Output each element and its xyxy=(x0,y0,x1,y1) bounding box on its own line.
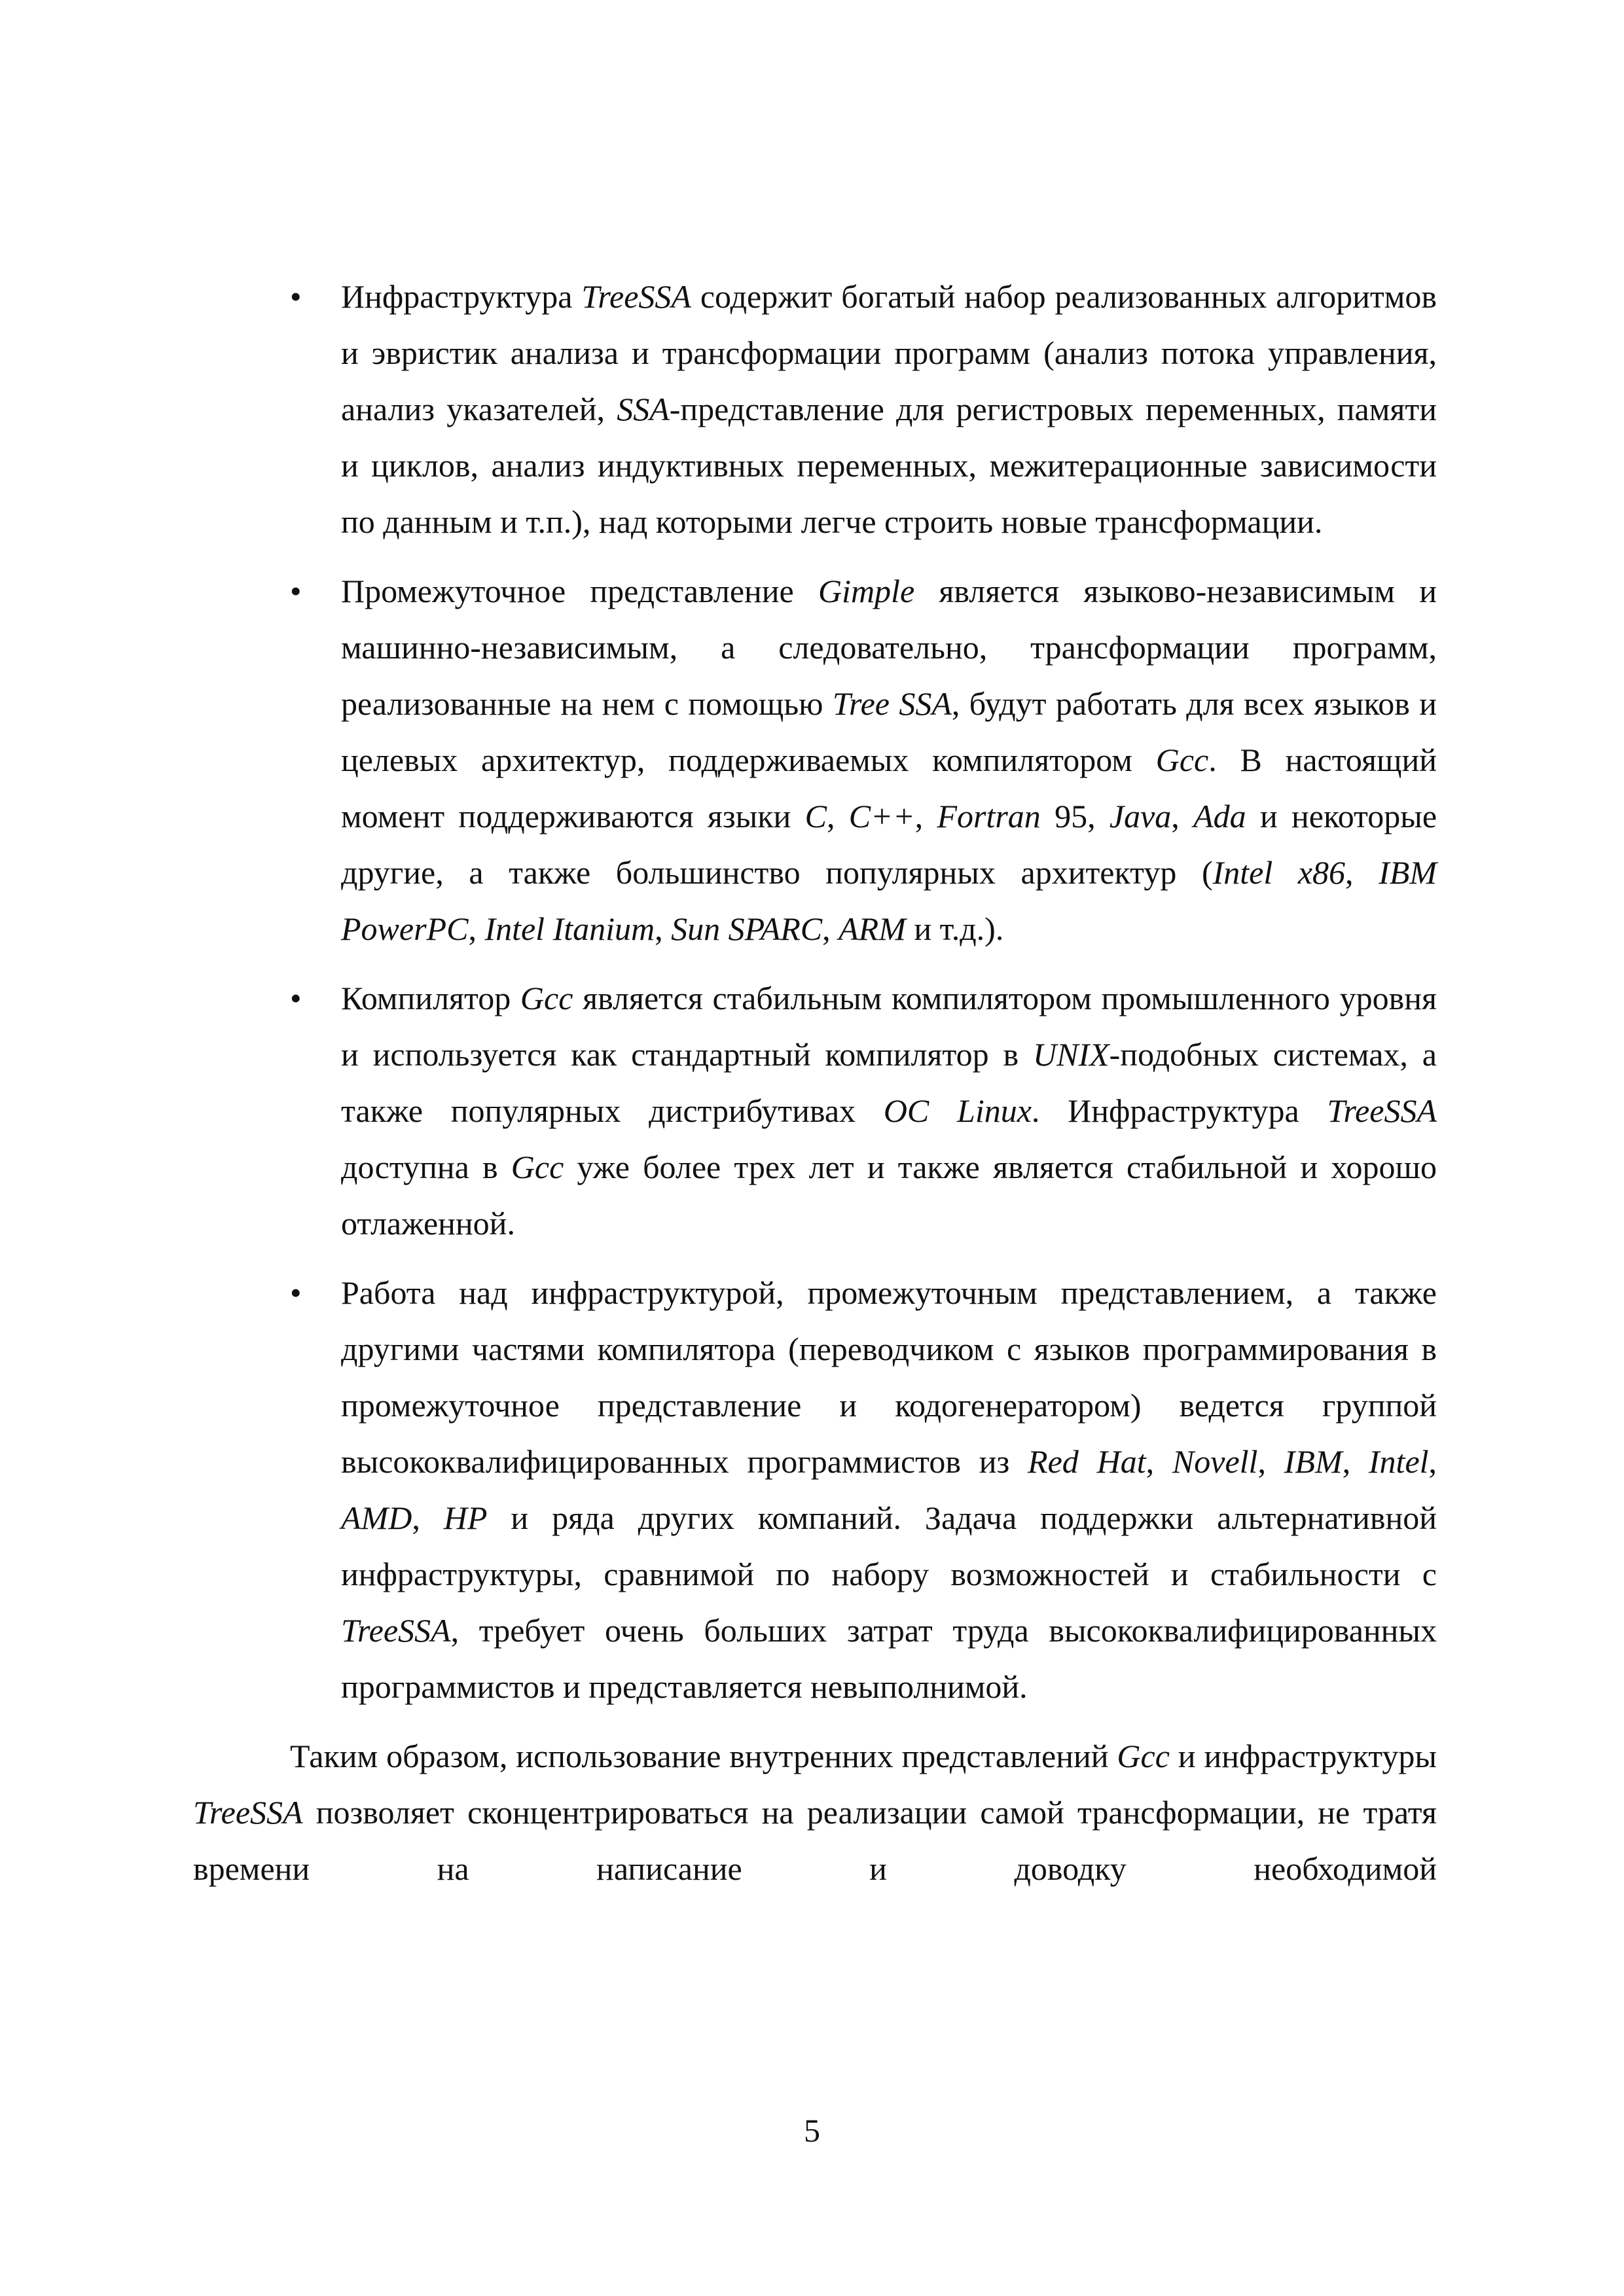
list-item xyxy=(193,1265,1437,1715)
list-item xyxy=(193,268,1437,550)
italic-term: TreeSSA xyxy=(341,1612,451,1649)
text-run: . Инфраструктура xyxy=(1031,1092,1327,1129)
italic-term: TreeSSA xyxy=(1327,1092,1437,1129)
text-run: , xyxy=(822,910,839,947)
text-run: , xyxy=(1428,1443,1437,1480)
italic-term: Intel Itanium xyxy=(484,910,655,947)
italic-term: IBM PowerPC xyxy=(341,854,1437,947)
italic-term: IBM xyxy=(1284,1443,1343,1480)
italic-term: ARM xyxy=(839,910,906,947)
italic-term: Intel xyxy=(1368,1443,1429,1480)
text-run: и т.д.). xyxy=(905,910,1004,947)
italic-term: Gcc xyxy=(1155,742,1209,778)
italic-term: HP xyxy=(443,1499,488,1536)
text-run: , будут работать для всех языков и целевых архитектур, поддерживаемых компилятором xyxy=(341,685,1437,778)
bullet-list xyxy=(193,268,1437,1715)
text-run: , xyxy=(655,910,672,947)
text-run: . В настоящий момент поддерживаются языки xyxy=(341,742,1437,834)
italic-term: TreeSSA xyxy=(581,278,691,315)
text-run: , xyxy=(468,910,485,947)
text-run: , xyxy=(1171,798,1194,834)
text-run: является языково-независимым и машинно-независимым, а следовательно, трансформации программ, реализованные на нем с помощью xyxy=(341,573,1437,722)
text-run: и некоторые другие, а также большинство популярных архитектур ( xyxy=(341,798,1437,891)
italic-term: Gimple xyxy=(818,573,915,609)
text-run: -подобных системах, а также популярных дистрибутивах xyxy=(341,1036,1437,1129)
bullet-text xyxy=(341,268,1437,550)
text-run: , требует очень больших затрат труда высококвалифицированных программистов и представляется невыполнимой. xyxy=(341,1612,1437,1705)
text-run: доступна в xyxy=(341,1149,511,1185)
italic-term: Tree SSA xyxy=(832,685,952,722)
text-run: является стабильным компилятором промышленного уровня и используется как стандартный компилятор в xyxy=(341,980,1437,1073)
page-body xyxy=(193,268,1437,1897)
text-run: Таким образом, использование внутренних представлений xyxy=(290,1738,1117,1774)
text-run: позволяет сконцентрироваться на реализации самой трансформации, не тратя времени на написание и доводку необходимой xyxy=(193,1794,1437,1887)
italic-term: SSA xyxy=(617,391,670,427)
bullet-icon: • xyxy=(290,1274,302,1311)
text-run: , xyxy=(1342,1443,1369,1480)
bullet-text xyxy=(341,563,1437,957)
text-run: содержит богатый набор реализованных алгоритмов и эвристик анализа и трансформации программ (анализ потока управления, анализ указателей, xyxy=(341,278,1437,427)
text-run: 95, xyxy=(1040,798,1110,834)
text-run: Работа над инфраструктурой, промежуточным представлением, а также другими частями компилятора (переводчиком с языков программирования в промежуточное представление и кодогенератором) ведется группой высококвалифицированных программистов из xyxy=(341,1274,1437,1480)
italic-term: Sun SPARC xyxy=(671,910,823,947)
bullet-text xyxy=(341,1265,1437,1715)
conclusion-paragraph xyxy=(193,1728,1437,1897)
italic-term: Ada xyxy=(1193,798,1246,834)
text-run: , xyxy=(1146,1443,1172,1480)
italic-term: Java xyxy=(1109,798,1172,834)
italic-term: Gcc xyxy=(520,980,573,1016)
italic-term: TreeSSA xyxy=(193,1794,303,1831)
list-item xyxy=(193,563,1437,957)
text-run: , xyxy=(914,798,937,834)
text-run: -представление для регистровых переменных, памяти и циклов, анализ индуктивных переменных, межитерационные зависимости по данным и т.п.), над которыми легче строить новые трансформации. xyxy=(341,391,1437,540)
italic-term: Intel x86 xyxy=(1212,854,1346,891)
italic-term: UNIX xyxy=(1033,1036,1110,1073)
text-run: Компилятор xyxy=(341,980,520,1016)
italic-term: Gcc xyxy=(1117,1738,1170,1774)
page-number: 5 xyxy=(804,2112,820,2149)
text-run: , xyxy=(826,798,849,834)
text-run: , xyxy=(412,1499,444,1536)
list-item xyxy=(193,970,1437,1251)
italic-term: C xyxy=(804,798,827,834)
italic-term: Fortran xyxy=(937,798,1041,834)
italic-term: ОС Linux xyxy=(883,1092,1032,1129)
text-run: Инфраструктура xyxy=(341,278,582,315)
italic-term: AMD xyxy=(341,1499,412,1536)
bullet-icon: • xyxy=(290,980,302,1016)
italic-term: Gcc xyxy=(511,1149,564,1185)
italic-term: C++ xyxy=(848,798,915,834)
bullet-icon: • xyxy=(290,278,302,315)
text-run: Промежуточное представление xyxy=(341,573,818,609)
bullet-text xyxy=(341,970,1437,1251)
italic-term: Red Hat xyxy=(1028,1443,1146,1480)
text-run: уже более трех лет и также является стабильной и хорошо отлаженной. xyxy=(341,1149,1437,1242)
text-run: , xyxy=(1345,854,1379,891)
text-run: и ряда других компаний. Задача поддержки альтернативной инфраструктуры, сравнимой по набору возможностей и стабильности с xyxy=(341,1499,1437,1592)
italic-term: Novell xyxy=(1172,1443,1258,1480)
text-run: и инфраструктуры xyxy=(1169,1738,1437,1774)
text-run: , xyxy=(1257,1443,1284,1480)
bullet-icon: • xyxy=(290,573,302,609)
